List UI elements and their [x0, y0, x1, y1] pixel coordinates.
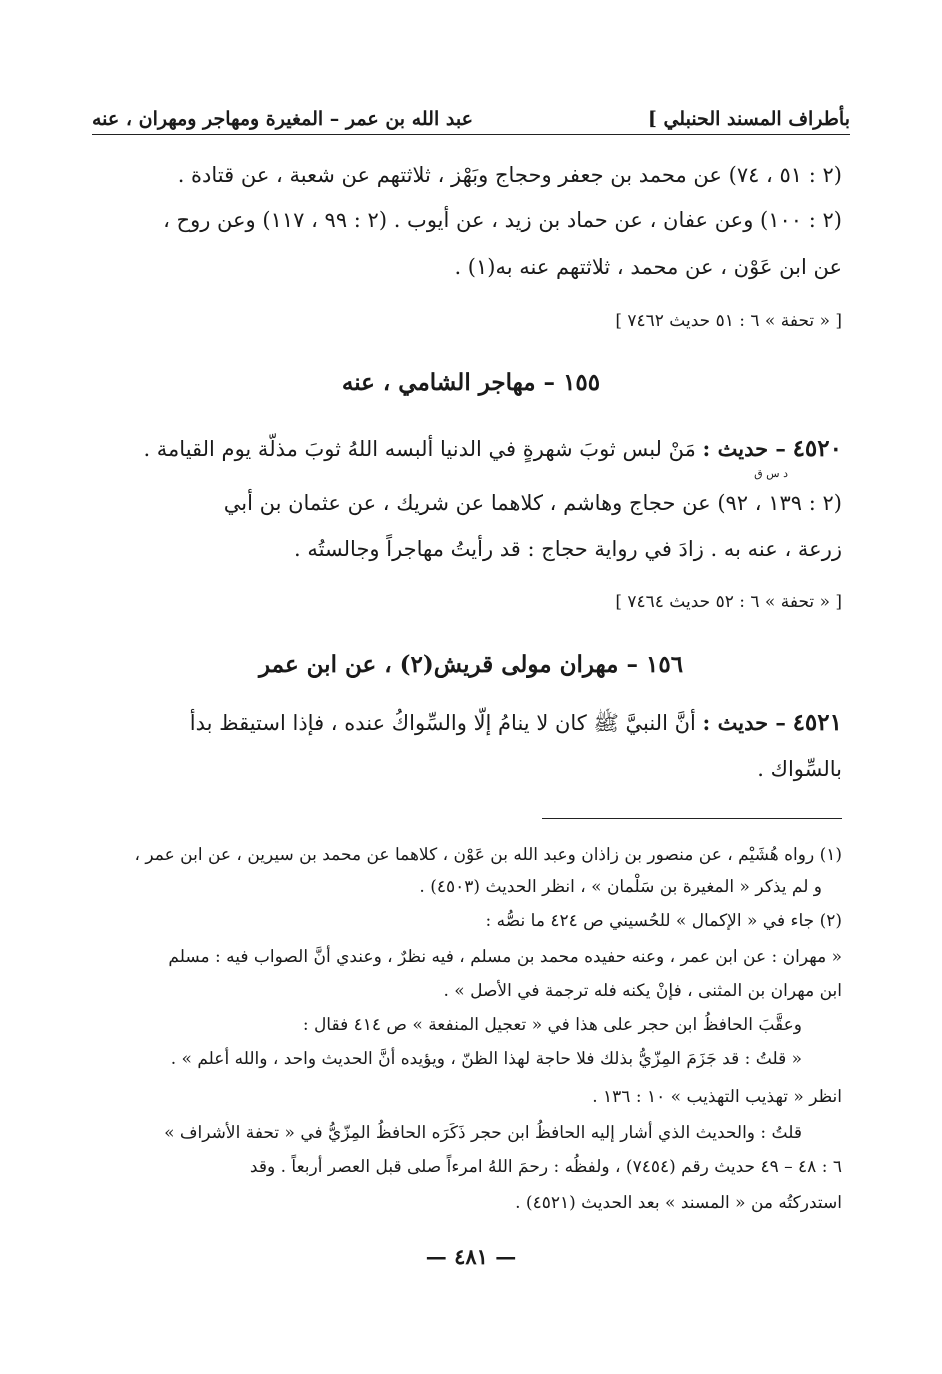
text-line: (٢ : ١٠٠) وعن عفان ، عن حماد بن زيد ، عن أيوب . (٢ : ٩٩ ، ١١٧) وعن روح ،	[163, 208, 842, 232]
header-book-title: بأطراف المسند الحنبلي ]	[647, 108, 850, 130]
footnote-rule	[542, 818, 842, 819]
footnote-line: (٢) جاء في « الإكمال » للحُسيني ص ٤٢٤ ما نصُّه :	[485, 911, 842, 931]
hadith-line	[100, 706, 842, 740]
footnote-line: « مهران : عن ابن عمر ، وعنه حفيده محمد بن مسلم ، فيه نظرٌ ، وعندي أنَّ الصواب فيه : مسلم	[168, 947, 842, 967]
hadith-line	[100, 432, 842, 466]
footnote-line: « قلتُ : قد جَزَمَ المِزّيُّ بذلك فلا حاجة لهذا الظنّ ، ويؤيده أنَّ الحديث واحد ، والله أعلم » .	[170, 1049, 802, 1069]
hadith-text: أنَّ النبيَّ ﷺ كان لا ينامُ إلّا والسِّواكُ عنده ، فإذا استيقظ بدأ	[189, 711, 696, 735]
footnote-line: (١) رواه هُشَيْم ، عن منصور بن زاذان وعبد الله بن عَوْن ، كلاهما عن محمد بن سيرين ، عن ابن عمر ،	[134, 845, 842, 865]
hadith-number: ٤٥٢١	[792, 709, 842, 736]
text-line: عن ابن عَوْن ، عن محمد ، ثلاثتهم عنه به(١) .	[454, 255, 842, 279]
section-heading: ١٥٦ – مهران مولى قريش(٢) ، عن ابن عمر	[258, 651, 684, 678]
hadith-sigla: د س ق	[754, 467, 788, 480]
footnote-line: انظر « تهذيب التهذيب » ١٠ : ١٣٦ .	[592, 1087, 842, 1107]
footnote-line: وعقَّبَ الحافظُ ابن حجر على هذا في « تعجيل المنفعة » ص ٤١٤ فقال :	[302, 1015, 802, 1035]
text-line: (٢ : ١٣٩ ، ٩٢) عن حجاج وهاشم ، كلاهما عن شريك ، عن عثمان بن أبي	[223, 491, 842, 515]
footnote-line: و لم يذكر « المغيرة بن سَلْمان » ، انظر الحديث (٤٥٠٣) .	[419, 877, 822, 897]
tuhfa-reference: [ « تحفة » ٦ : ٥١ حديث ٧٤٦٢ ]	[615, 311, 842, 331]
running-header	[92, 96, 850, 130]
header-chapter-title: عبد الله بن عمر – المغيرة ومهاجر ومهران ، عنه	[92, 108, 473, 130]
tuhfa-reference: [ « تحفة » ٦ : ٥٢ حديث ٧٤٦٤ ]	[615, 592, 842, 612]
hadith-text: مَنْ لبس ثوبَ شهرةٍ في الدنيا ألبسه اللهُ ثوبَ مذلّة يوم القيامة .	[143, 437, 696, 461]
hadith-label: – حديث :	[702, 436, 786, 461]
hadith-label: – حديث :	[702, 710, 786, 735]
header-rule	[92, 134, 850, 135]
hadith-number: ٤٥٢٠	[792, 435, 842, 462]
text-line: زرعة ، عنه به . زادَ في رواية حجاج : قد رأيتُ مهاجراً وجالستُه .	[293, 537, 842, 561]
text-line: (٢ : ٥١ ، ٧٤) عن محمد بن جعفر وحجاج وبَهْز ، ثلاثتهم عن شعبة ، عن قتادة .	[177, 163, 842, 187]
text-line: بالسِّواك .	[757, 757, 842, 781]
footnote-line: ابن مهران بن المثنى ، فإنْ يكنه فله ترجمة في الأصل » .	[443, 981, 842, 1001]
section-heading: ١٥٥ – مهاجر الشامي ، عنه	[341, 369, 601, 396]
footnote-line: قلتُ : والحديث الذي أشار إليه الحافظُ ابن حجر ذَكَرَه الحافظُ المِزّيُّ في « تحفة الأشراف »	[164, 1123, 802, 1143]
page-number: — ٤٨١ —	[425, 1244, 517, 1269]
footnote-line: استدركتُه من « المسند » بعد الحديث (٤٥٢١) .	[515, 1193, 842, 1213]
footnote-line: ٦ : ٤٨ – ٤٩ حديث رقم (٧٤٥٤) ، ولفظُه : رحمَ اللهُ امرءاً صلى قبل العصر أربعاً . وقد	[249, 1157, 842, 1177]
